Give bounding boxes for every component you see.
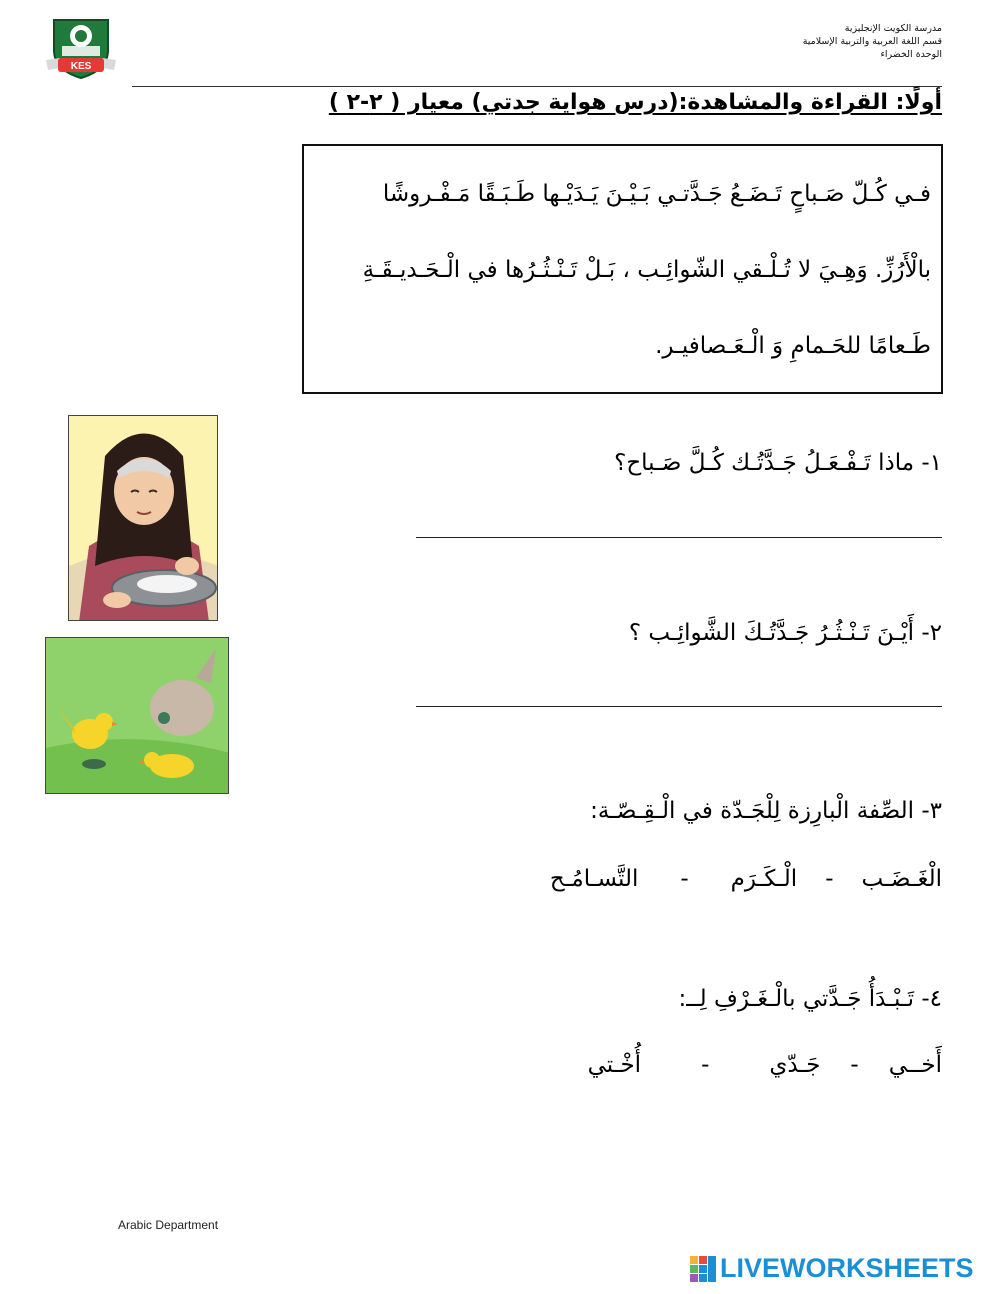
header-divider: [132, 86, 942, 87]
department-name: قسم اللغة العربية والتربية الإسلامية: [802, 36, 942, 47]
answer-line-1[interactable]: [416, 537, 942, 538]
answer-line-2[interactable]: [416, 706, 942, 707]
question-2: ٢- أَيْـنَ تَـنْـثُـرُ جَـدَّتُـكَ الشَّوائِـب ؟: [628, 620, 942, 646]
school-logo: [46, 14, 116, 80]
option-separator: -: [825, 866, 834, 892]
option-my-sister[interactable]: أُخْـتي: [587, 1052, 642, 1078]
grandmother-illustration: [68, 415, 218, 621]
question-3: ٣- الصِّفة الْبارِزة لِلْجَـدّة في الْـقِـصّـة:: [590, 798, 942, 824]
birds-illustration: [45, 637, 229, 794]
school-name: مدرسة الكويت الإنجليزية: [844, 23, 942, 34]
question-4-options: [588, 1052, 942, 1078]
option-generosity[interactable]: الْـكَـرَم: [730, 866, 798, 892]
option-my-grandfather[interactable]: جَـدّي: [769, 1052, 821, 1078]
option-my-brother[interactable]: أَخــي: [888, 1052, 942, 1078]
school-info: [803, 22, 942, 61]
liveworksheets-logo[interactable]: [690, 1253, 974, 1284]
option-separator: -: [680, 866, 689, 892]
option-tolerance[interactable]: التَّسـامُـح: [549, 866, 639, 892]
logo-text: KES: [70, 61, 92, 72]
option-separator: -: [701, 1052, 710, 1078]
footer-department: Arabic Department: [118, 1218, 219, 1232]
liveworksheets-brand: LIVEWORKSHEETS: [720, 1253, 974, 1283]
question-3-options: [550, 866, 942, 892]
unit-name: الوحدة الخضراء: [880, 49, 942, 60]
option-separator: -: [850, 1052, 859, 1078]
question-1: ١- ماذا تَـفْـعَـلُ جَـدَّتُـك كُـلَّ صَـباح؟: [614, 450, 942, 476]
passage-line: طَـعامًا للحَـمامِ وَ الْـعَـصافيـر.: [655, 333, 931, 359]
option-anger[interactable]: الْغَـضَـب: [861, 866, 942, 892]
liveworksheets-icon: [690, 1256, 716, 1282]
passage-line: بالْأَرُزِّ. وَهِـيَ لا تُـلْـقي الشّوائِـب ، بَـلْ تَـنْـثُـرُها في الْـحَـديـقَـةِ: [362, 257, 931, 283]
section-title: أولًا: القراءة والمشاهدة:(درس هواية جدتي) معيار ( ٢-٢ ): [328, 90, 942, 115]
passage-line: فـي كُـلّ صَـباحٍ تَـضَـعُ جَـدَّتـي بَـيْـنَ يَـدَيْـها طَـبَـقًا مَـفْـروشًا: [382, 181, 931, 207]
question-4: ٤- تَـبْـدَأُ جَـدَّتي بالْـغَـرْفِ لِــ:: [678, 986, 942, 1012]
reading-passage: [302, 144, 943, 394]
